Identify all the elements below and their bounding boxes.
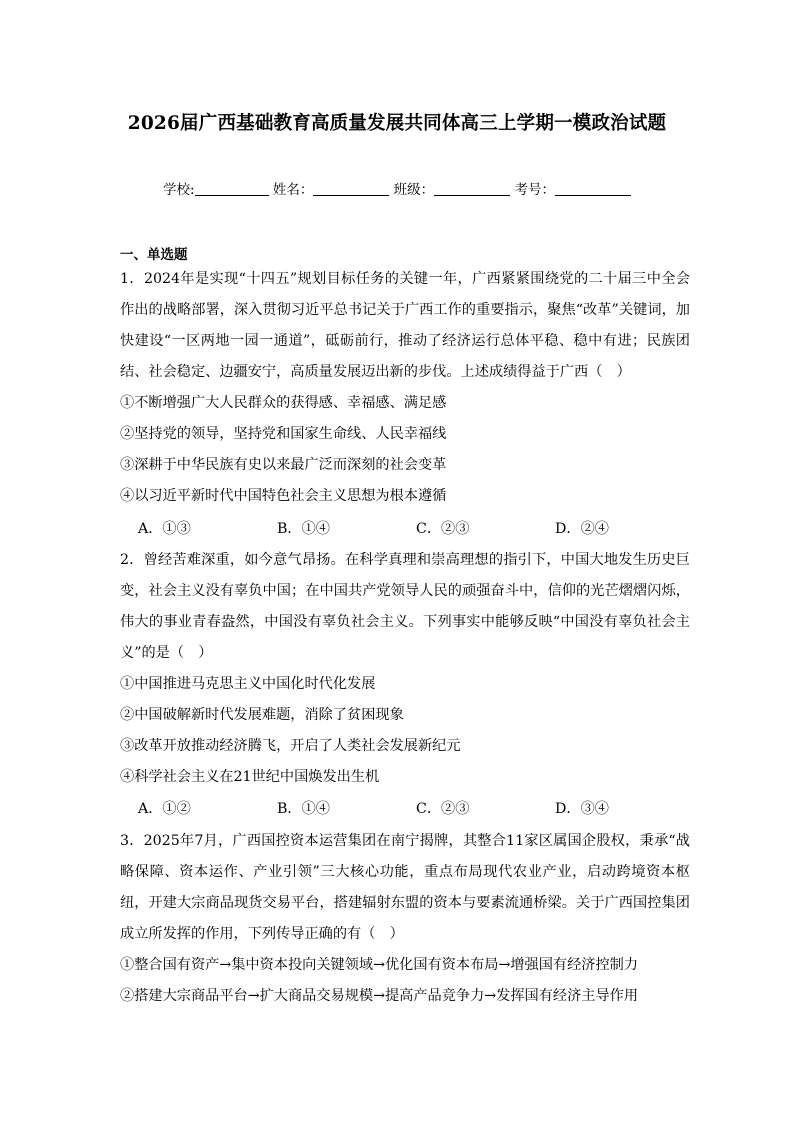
exam-number-label: 考号： <box>514 182 555 198</box>
question-2-statement-3: ③改革开放推动经济腾飞，开启了人类社会发展新纪元 <box>120 738 461 754</box>
question-3-statement-2: ②搭建大宗商品平台→扩大商品交易规模→提高产品竞争力→发挥国有经济主导作用 <box>120 988 639 1004</box>
question-1-choice-a[interactable]: A．①③ <box>138 521 191 537</box>
school-label: 学校: <box>163 182 195 198</box>
question-2-statement-1: ①中国推进马克思主义中国化时代化发展 <box>120 676 376 692</box>
class-label: 班级： <box>393 182 435 198</box>
question-2-stem: 2．曾经苦难深重，如今意气昂扬。在科学真理和崇高理想的指引下，中国大地发生历史巨变，社会主义没有辜负中国；在中国共产党领导人民的顽强奋斗中，信仰的光芒熠熠闪烁，伟大的事业青春盎然，中国没有辜负社会主义。下列事实中能够反映“中国没有辜负社会主义”的是（ ） <box>120 552 690 661</box>
question-2-statement-4: ④科学社会主义在21世纪中国焕发出生机 <box>120 769 380 785</box>
question-1-statement-1: ①不断增强广大人民群众的获得感、幸福感、满足感 <box>120 395 447 411</box>
question-2-choices <box>138 794 690 825</box>
question-1-choice-b[interactable]: B．①④ <box>277 521 330 537</box>
exam-title: 2026届广西基础教育高质量发展共同体高三上学期一模政治试题 <box>127 113 667 134</box>
exam-number-blank[interactable] <box>555 181 631 196</box>
question-1-statement-4: ④以习近平新时代中国特色社会主义思想为根本遵循 <box>120 488 447 504</box>
question-1-stem: 1．2024年是实现“十四五”规划目标任务的关键一年，广西紧紧围绕党的二十届三中全会作出的战略部署，深入贯彻习近平总书记关于广西工作的重要指示，聚焦“改革”关键词，加快建设“一区两地一园一通道”，砥砺前行，推动了经济运行总体平稳、稳中有进；民族团结、社会稳定、边疆安宁，高质量发展迈出新的步伐。上述成绩得益于广西（ ） <box>120 271 690 380</box>
question-2-choice-d[interactable]: D．③④ <box>555 801 609 817</box>
question-3-statement-1: ①整合国有资产→集中资本投向关键领域→优化国有资本布局→增强国有经济控制力 <box>120 957 639 973</box>
section-heading: 一、单选题 <box>120 247 188 263</box>
question-2-choice-c[interactable]: C．②③ <box>416 801 470 817</box>
class-blank[interactable] <box>434 181 510 196</box>
question-2-statement-2: ②中国破解新时代发展难题，消除了贫困现象 <box>120 707 404 723</box>
question-1-statement-3: ③深耕于中华民族有史以来最广泛而深刻的社会变革 <box>120 457 447 473</box>
question-2-choice-b[interactable]: B．①④ <box>277 801 330 817</box>
question-3-stem: 3．2025年7月，广西国控资本运营集团在南宁揭牌，其整合11家区属国企股权，秉承“战略保障、资本运作、产业引领”三大核心功能，重点布局现代农业产业，启动跨境资本枢纽，开建大宗商品现货交易平台，搭建辐射东盟的资本与要素流通桥梁。关于广西国控集团成立所发挥的作用，下列传导正确的有（ ） <box>120 833 690 942</box>
question-1-choice-d[interactable]: D．②④ <box>555 521 609 537</box>
student-info-line <box>0 181 794 199</box>
name-blank[interactable] <box>313 181 389 196</box>
question-1-statement-2: ②坚持党的领导，坚持党和国家生命线、人民幸福线 <box>120 426 447 442</box>
question-1-choice-c[interactable]: C．②③ <box>416 521 470 537</box>
name-label: 姓名： <box>272 182 314 198</box>
school-blank[interactable] <box>195 181 269 196</box>
question-1-choices <box>138 514 690 545</box>
question-2-choice-a[interactable]: A．①② <box>138 801 191 817</box>
